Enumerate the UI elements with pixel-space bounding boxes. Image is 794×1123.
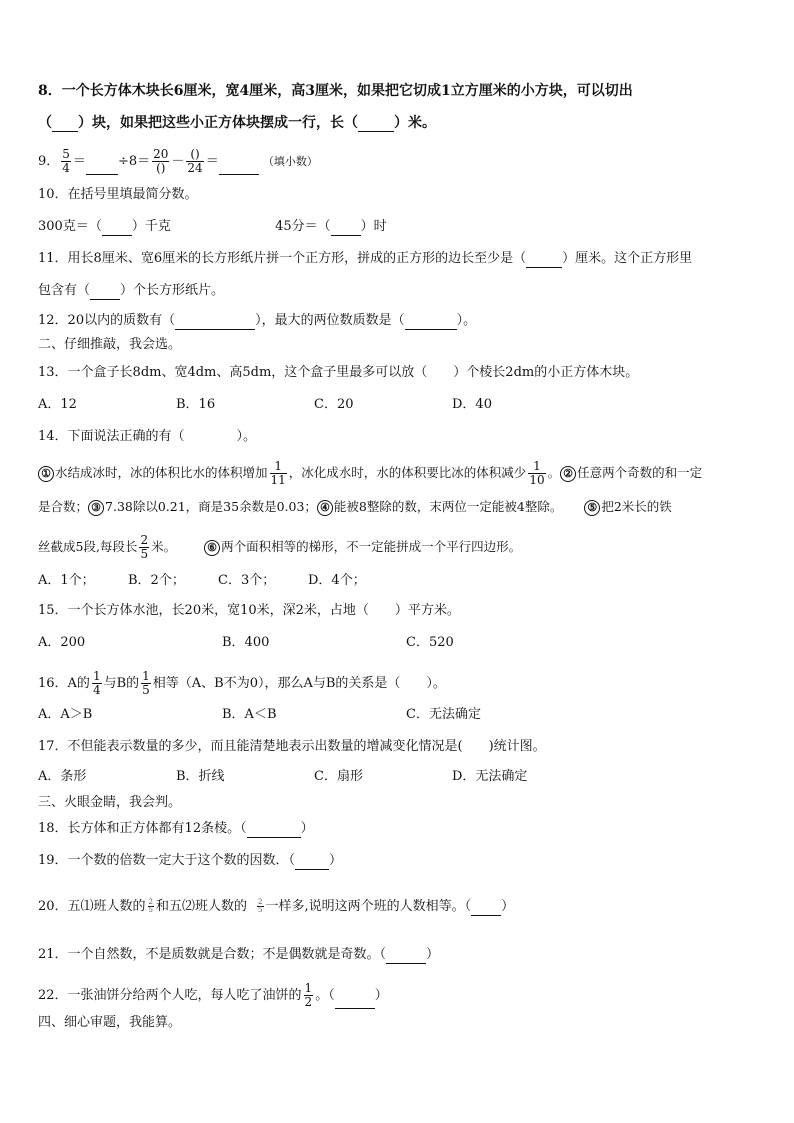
- option-d[interactable]: D．4个；: [308, 573, 366, 588]
- q22-line: 22．一张油饼分给两个人吃，每人吃了油饼的 $\frac{1}{2}$ 。（ ）: [38, 981, 388, 1009]
- answer-blank[interactable]: [86, 160, 118, 175]
- fraction: $\frac{20}{()}$: [153, 147, 169, 175]
- option-b[interactable]: B．400: [222, 635, 270, 650]
- q13-text: 13．一个盒子长8dm、宽4dm、高5dm，这个盒子里最多可以放（ ）个棱长2dm的小正方体木块。: [38, 365, 639, 380]
- option-b[interactable]: B．16: [176, 397, 216, 412]
- q14-text: 14．下面说法正确的有（ ）。: [38, 429, 257, 444]
- q11-line1: 11．用长8厘米、宽6厘米的长方形纸片拼一个正方形，拼成的正方形的边长至少是（ ）厘米。这个正方形里: [38, 251, 693, 266]
- answer-blank[interactable]: [335, 994, 375, 1009]
- q19-line: 19．一个数的倍数一定大于这个数的因数．（ ）: [38, 853, 343, 868]
- fraction: $\frac{1}{2}$: [304, 981, 313, 1009]
- q13-options: [38, 396, 492, 414]
- option-c[interactable]: C．3个；: [218, 573, 276, 588]
- section-2-heading: 二、仔细推敲，我会选。: [38, 337, 182, 352]
- q21-line: 21．一个自然数，不是质数就是合数；不是偶数就是奇数。（ ）: [38, 947, 440, 962]
- q14-line1: ① 水结成冰时，冰的体积比水的体积增加 $\frac{1}{11}$ ，冰化成水时，水的体积要比冰的体积减少 $\frac{1}{10}$ 。 ② 任意两个奇数的和一定: [38, 460, 702, 487]
- option-c[interactable]: C．无法确定: [406, 707, 481, 722]
- fraction: $\frac{1}{10}$: [529, 459, 545, 487]
- fraction: $\frac{2}{5}$: [148, 898, 154, 914]
- section-4-heading: 四、细心审题，我能算。: [38, 1015, 182, 1030]
- answer-blank[interactable]: [358, 117, 394, 132]
- answer-blank[interactable]: [295, 855, 329, 870]
- q11-line2: 包含有（ ）个长方形纸片。: [38, 283, 225, 298]
- q18-line: 18．长方体和正方体都有12条棱。（ ）: [38, 821, 314, 836]
- fraction: $\frac{2}{5}$: [140, 533, 149, 561]
- answer-blank[interactable]: [247, 823, 301, 838]
- option-b[interactable]: B．折线: [176, 769, 225, 784]
- answer-blank[interactable]: [52, 117, 78, 132]
- answer-blank[interactable]: [90, 285, 120, 300]
- q10-title: 10．在括号里填最简分数。: [38, 187, 198, 202]
- answer-blank[interactable]: [331, 221, 361, 236]
- answer-blank[interactable]: [471, 901, 501, 916]
- option-d[interactable]: D．40: [452, 397, 492, 412]
- q20-line: 20．五⑴班人数的 $\frac{2}{5}$ 和五⑵班人数的 $\frac{2}{5}$ 一样多,说明这两个班的人数相等。（ ）: [38, 898, 515, 914]
- q15-options: [38, 634, 454, 652]
- option-a[interactable]: A．200: [38, 635, 86, 650]
- q12-line: 12．20以内的质数有（ ），最大的两位数质数是（ ）。: [38, 313, 477, 328]
- q14-line3: 丝截成5段,每段长 $\frac{2}{5}$ 米。 ⑥ 两个面积相等的梯形，不一定能拼成一个平行四边形。: [38, 533, 522, 561]
- fraction: $\frac{1}{4}$: [92, 669, 101, 697]
- fraction: $\frac{2}{5}$: [258, 898, 263, 914]
- q17-text: 17．不但能表示数量的多少，而且能清楚地表示出数量的增减变化情况是( )统计图。: [38, 739, 546, 754]
- q17-options: [38, 768, 527, 786]
- option-d[interactable]: D．无法确定: [452, 769, 528, 784]
- answer-blank[interactable]: [405, 315, 457, 330]
- q15-text: 15．一个长方体水池，长20米，宽10米，深2米，占地（ ）平方米。: [38, 603, 460, 618]
- q9-line: 9． $\frac{5}{4}$ ＝ ÷8＝ $\frac{20}{()}$ － $\frac{()}{24}$ ＝ （填小数）: [38, 147, 318, 175]
- option-c[interactable]: C．扇形: [314, 769, 363, 784]
- option-a[interactable]: A．12: [38, 397, 77, 412]
- answer-blank[interactable]: [102, 221, 132, 236]
- fraction: $\frac{1}{11}$: [270, 459, 286, 487]
- option-b[interactable]: B．2个；: [128, 573, 185, 588]
- option-c[interactable]: C．20: [314, 397, 354, 412]
- fraction: $\frac{5}{4}$: [62, 147, 70, 175]
- q8-line1: 8．一个长方体木块长6厘米，宽4厘米，高3厘米，如果把它切成1立方厘米的小方块，可以切出: [38, 83, 633, 99]
- option-a[interactable]: A．A＞B: [38, 707, 93, 722]
- q16-options: [38, 706, 481, 724]
- q10-items: 300克＝（ ）千克 45分＝（ ）时: [38, 219, 387, 234]
- option-c[interactable]: C．520: [406, 635, 454, 650]
- option-a[interactable]: A．条形: [38, 769, 87, 784]
- fraction: $\frac{1}{5}$: [142, 669, 150, 697]
- q8-line2: （ ）块，如果把这些小正方体块摆成一行，长（ ）米。: [38, 115, 436, 131]
- answer-blank[interactable]: [219, 160, 259, 175]
- option-a[interactable]: A．1个；: [38, 573, 95, 588]
- fraction: $\frac{()}{24}$: [187, 147, 203, 175]
- answer-blank[interactable]: [386, 949, 426, 964]
- q14-line2: 是合数； ③ 7.38除以0.21，商是35余数是0.03； ④ 能被8整除的数，末两位一定能被4整除。 ⑤ 把2米长的铁: [38, 499, 672, 514]
- answer-blank[interactable]: [175, 315, 255, 330]
- option-b[interactable]: B．A＜B: [222, 707, 277, 722]
- q16-text: 16．A的 $\frac{1}{4}$ 与B的 $\frac{1}{5}$ 相等（A、B不为0），那么A与B的关系是（ ）。: [38, 669, 446, 697]
- section-3-heading: 三、火眼金睛，我会判。: [38, 795, 182, 810]
- q14-options: [38, 572, 366, 590]
- answer-blank[interactable]: [526, 253, 562, 268]
